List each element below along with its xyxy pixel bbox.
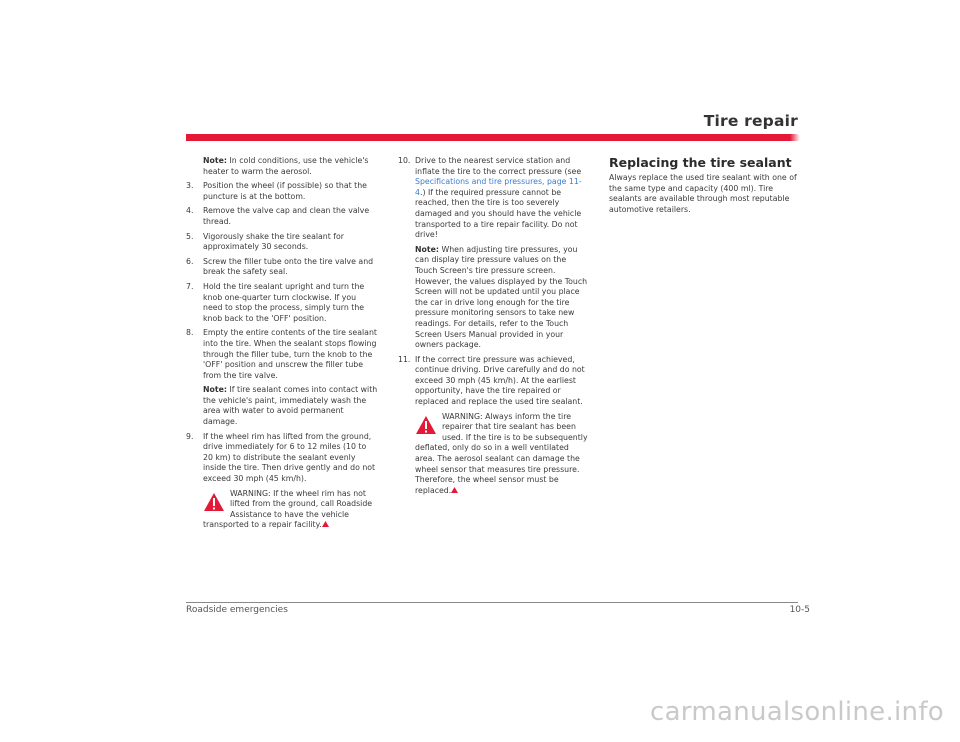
warning-rim-not-lifted bbox=[203, 489, 378, 531]
step-number: 6. bbox=[186, 256, 194, 266]
note-label: Note: bbox=[415, 244, 440, 254]
note-label: Note: bbox=[203, 156, 228, 165]
step-text-part-b: .) If the required pressure cannot be reached, then the tire is too severely damaged and you should have the vehicle transported to a tire repair facility. Do not drive! bbox=[415, 187, 582, 240]
note-paint-contact bbox=[186, 385, 378, 427]
warning-triangle-icon bbox=[415, 415, 437, 435]
step-number: 4. bbox=[186, 206, 194, 216]
warning-end-icon bbox=[322, 520, 329, 526]
note-text: If tire sealant comes into contact with the vehicle's paint, immediately wash the area with water to avoid permanent damage. bbox=[203, 385, 378, 427]
footer-section-name: Roadside emergencies bbox=[186, 605, 288, 615]
warning-triangle-icon bbox=[203, 492, 225, 512]
warning-inform-repairer bbox=[415, 412, 590, 497]
step-number: 7. bbox=[186, 281, 194, 291]
note-label: Note: bbox=[203, 385, 228, 395]
step-10 bbox=[398, 156, 590, 241]
note-text: In cold conditions, use the vehicle's heater to warm the aerosol. bbox=[203, 156, 369, 176]
column-right bbox=[609, 156, 801, 215]
step-6 bbox=[186, 257, 378, 278]
header-accent-rule bbox=[186, 134, 798, 141]
note-tire-pressure-display bbox=[398, 245, 590, 351]
step-5 bbox=[186, 232, 378, 253]
step-4 bbox=[186, 206, 378, 227]
warning-end-icon bbox=[451, 486, 458, 492]
step-number: 9. bbox=[186, 431, 194, 441]
column-left bbox=[186, 156, 378, 535]
step-8 bbox=[186, 328, 378, 381]
step-number: 8. bbox=[186, 328, 194, 338]
step-7 bbox=[186, 282, 378, 324]
step-11 bbox=[398, 355, 590, 408]
step-3 bbox=[186, 181, 378, 202]
section-body: Always replace the used tire sealant with one of the same type and capacity (400 ml). Tire sealants are available through most reputable automotive retailers. bbox=[609, 173, 797, 214]
footer-divider bbox=[186, 602, 798, 603]
step-text: Vigorously shake the tire sealant for approximately 30 seconds. bbox=[203, 231, 344, 252]
step-number: 3. bbox=[186, 181, 194, 191]
warning-text: WARNING: If the wheel rim has not lifted from the ground, call Roadside Assistance to have the vehicle transported to a repair facility. bbox=[203, 488, 373, 530]
section-heading: Replacing the tire sealant bbox=[609, 155, 792, 170]
step-number: 11. bbox=[398, 354, 411, 364]
step-text: Empty the entire contents of the tire sealant into the tire. When the sealant stops flowing through the filler tube, turn the knob to the 'OFF' position and unscrew the filler tube from the tire valve. bbox=[203, 328, 377, 380]
column-middle bbox=[398, 156, 590, 500]
step-text: Screw the filler tube onto the tire valve and break the safety seal. bbox=[203, 256, 374, 277]
warning-text: WARNING: Always inform the tire repairer that tire sealant has been used. If the tire is to be subsequently deflated, only do so in a well ventilated area. The aerosol sealant can damage the wheel sensor that measures tire pressure. Therefore, the wheel sensor must be replaced. bbox=[415, 411, 588, 495]
specifications-link[interactable]: Specifications and tire pressures, page 11-4 bbox=[415, 177, 582, 197]
step-number: 5. bbox=[186, 231, 194, 241]
step-number: 10. bbox=[398, 156, 411, 165]
step-text: Hold the tire sealant upright and turn the knob one-quarter turn clockwise. If you need to stop the process, simply turn the knob back to the 'OFF' position. bbox=[203, 281, 365, 323]
step-text: If the correct tire pressure was achieved, continue driving. Drive carefully and do not exceed 30 mph (45 km/h). At the earliest opportunity, have the tire repaired or replaced and replace the used tire sealant. bbox=[415, 354, 585, 407]
step-text: If the wheel rim has lifted from the ground, drive immediately for 6 to 12 miles (10 to 20 km) to distribute the sealant evenly inside the tire. Then drive gently and do not exceed 30 mph (45 km/h). bbox=[203, 431, 376, 484]
step-text-part-a: Drive to the nearest service station and inflate the tire to the correct pressure (see bbox=[415, 156, 582, 176]
footer-page-number: 10-5 bbox=[789, 605, 810, 615]
step-text: Position the wheel (if possible) so that the puncture is at the bottom. bbox=[203, 181, 367, 201]
step-9 bbox=[186, 432, 378, 485]
step-text: Remove the valve cap and clean the valve thread. bbox=[203, 206, 370, 226]
note-cold-conditions bbox=[186, 156, 378, 177]
note-text: When adjusting tire pressures, you can display tire pressure values on the Touch Screen's tire pressure screen. However, the values displayed by the Touch Screen will not be updated until you place the car in drive long enough for the tire pressure monitoring sensors to take new readings. For details, refer to the Touch Screen Users Manual provided in your owners package. bbox=[415, 244, 588, 350]
page-header-title: Tire repair bbox=[703, 112, 798, 130]
watermark-text: carmanualsonline.info bbox=[649, 697, 944, 727]
